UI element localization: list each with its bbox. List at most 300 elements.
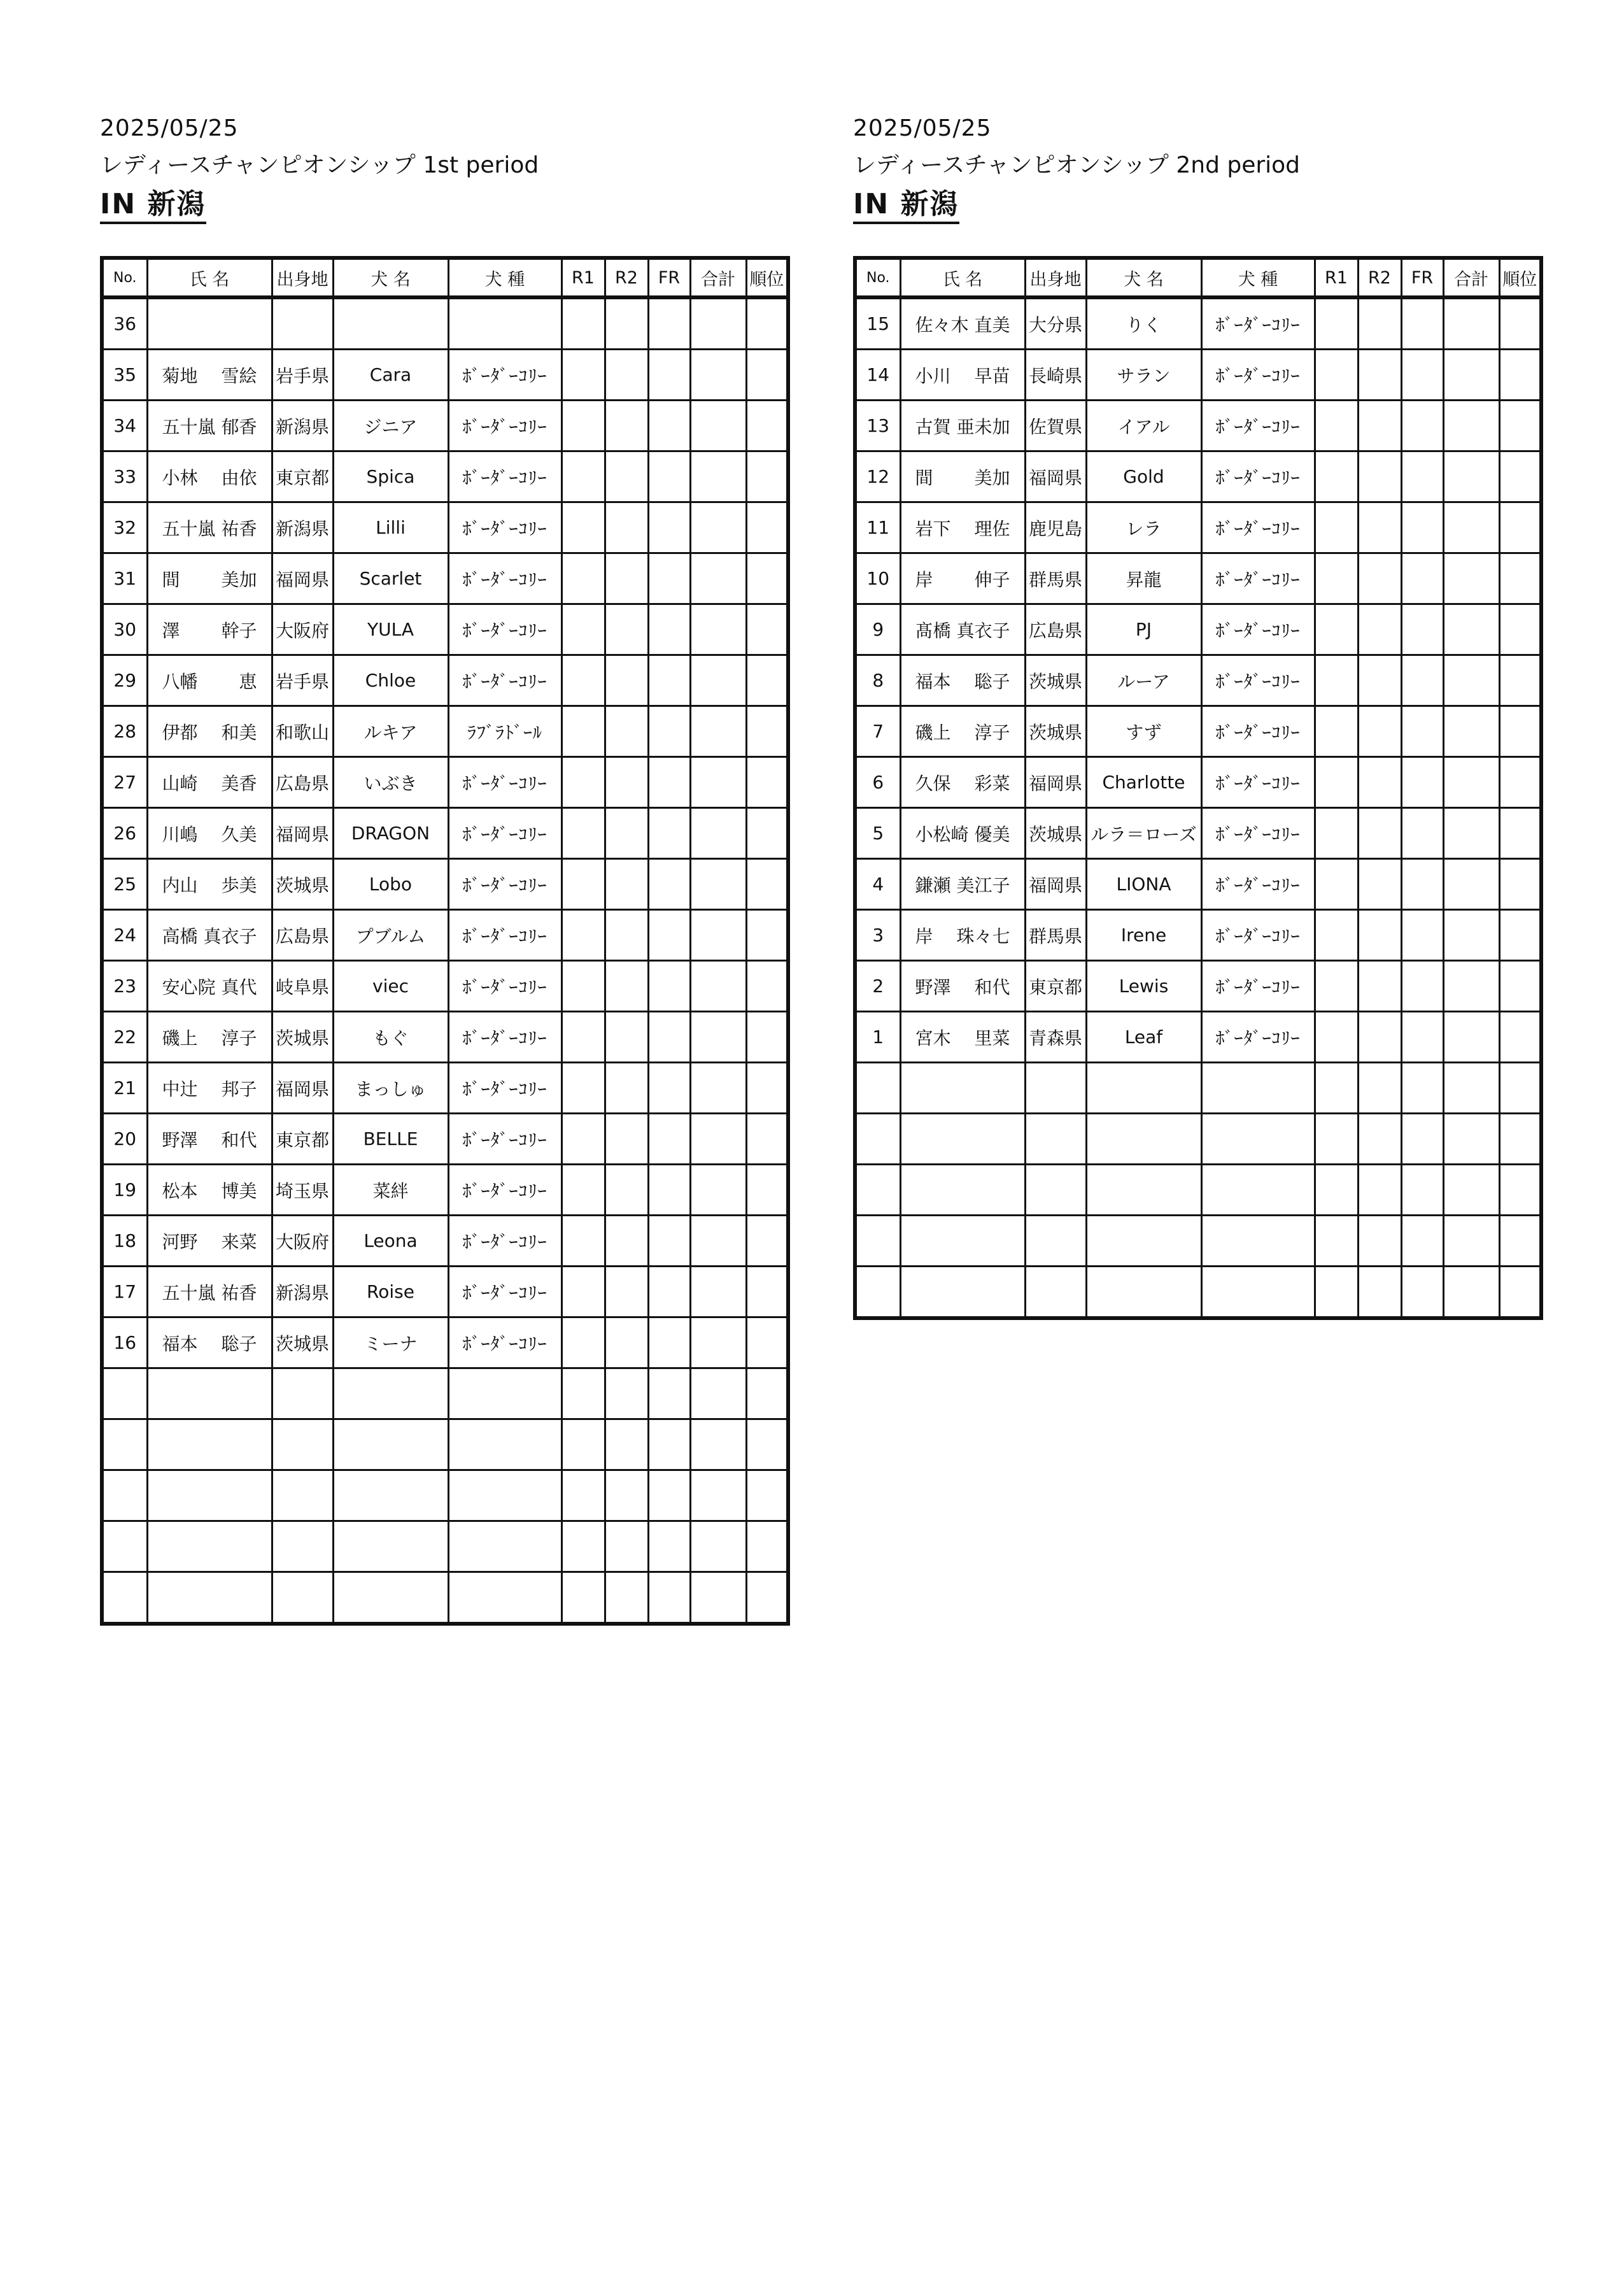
cell-rank xyxy=(746,1368,788,1419)
cell-r2 xyxy=(605,1216,648,1267)
cell-dog-name: DRAGON xyxy=(333,808,448,859)
cell-origin xyxy=(1025,1267,1086,1319)
cell-breed xyxy=(448,1572,561,1624)
cell-r2 xyxy=(605,1165,648,1216)
cell-handler-name: 岩下 理佐 xyxy=(900,502,1025,553)
cell-origin: 茨城県 xyxy=(1025,808,1086,859)
cell-dog-name: YULA xyxy=(333,604,448,655)
cell-r2 xyxy=(605,1063,648,1114)
cell-r1 xyxy=(561,1012,605,1063)
cell-breed: ﾎﾞｰﾀﾞｰｺﾘｰ xyxy=(448,1012,561,1063)
cell-fr xyxy=(648,553,690,604)
cell-dog-name: LIONA xyxy=(1086,859,1201,910)
table-row xyxy=(102,1419,788,1470)
cell-origin: 長崎県 xyxy=(1025,350,1086,401)
table-row xyxy=(102,1470,788,1521)
col-header-name: 氏 名 xyxy=(147,258,272,297)
cell-fr xyxy=(1401,961,1443,1012)
table-row xyxy=(855,604,1541,655)
cell-total xyxy=(690,1012,746,1063)
cell-handler-name xyxy=(147,1521,272,1572)
cell-r1 xyxy=(1315,451,1358,502)
cell-no: 26 xyxy=(102,808,147,859)
header-row xyxy=(855,258,1541,297)
cell-dog-name: Lobo xyxy=(333,859,448,910)
cell-no: 32 xyxy=(102,502,147,553)
table-row xyxy=(855,655,1541,706)
table-row xyxy=(855,1114,1541,1165)
cell-total xyxy=(690,553,746,604)
cell-total xyxy=(1443,655,1499,706)
cell-fr xyxy=(648,1419,690,1470)
cell-handler-name: 福本 聡子 xyxy=(900,655,1025,706)
cell-total xyxy=(690,1521,746,1572)
cell-rank xyxy=(1499,451,1541,502)
cell-handler-name: 澤 幹子 xyxy=(147,604,272,655)
cell-total xyxy=(690,859,746,910)
cell-no xyxy=(102,1470,147,1521)
cell-origin: 大分県 xyxy=(1025,297,1086,350)
cell-dog-name: viec xyxy=(333,961,448,1012)
cell-rank xyxy=(1499,604,1541,655)
cell-no: 29 xyxy=(102,655,147,706)
cell-no: 21 xyxy=(102,1063,147,1114)
cell-rank xyxy=(746,1521,788,1572)
cell-no xyxy=(855,1063,900,1114)
cell-r2 xyxy=(605,961,648,1012)
col-header-no: No. xyxy=(102,258,147,297)
cell-r1 xyxy=(1315,350,1358,401)
cell-r2 xyxy=(1358,502,1401,553)
cell-handler-name: 鎌瀬 美江子 xyxy=(900,859,1025,910)
cell-rank xyxy=(746,1572,788,1624)
cell-dog-name: Lilli xyxy=(333,502,448,553)
cell-no xyxy=(102,1521,147,1572)
cell-total xyxy=(1443,553,1499,604)
cell-r2 xyxy=(1358,1165,1401,1216)
cell-breed: ﾎﾞｰﾀﾞｰｺﾘｰ xyxy=(448,350,561,401)
cell-dog-name: Leaf xyxy=(1086,1012,1201,1063)
cell-handler-name: 五十嵐 郁香 xyxy=(147,401,272,451)
cell-handler-name xyxy=(147,1572,272,1624)
cell-fr xyxy=(1401,1267,1443,1319)
table-row xyxy=(855,808,1541,859)
cell-handler-name: 岸 伸子 xyxy=(900,553,1025,604)
cell-handler-name xyxy=(900,1165,1025,1216)
table-row xyxy=(855,451,1541,502)
cell-dog-name: Spica xyxy=(333,451,448,502)
cell-total xyxy=(1443,401,1499,451)
cell-breed: ﾎﾞｰﾀﾞｰｺﾘｰ xyxy=(448,604,561,655)
cell-rank xyxy=(1499,757,1541,808)
cell-total xyxy=(690,961,746,1012)
cell-total xyxy=(690,604,746,655)
cell-total xyxy=(690,910,746,961)
cell-total xyxy=(690,502,746,553)
cell-dog-name: BELLE xyxy=(333,1114,448,1165)
cell-breed: ﾎﾞｰﾀﾞｰｺﾘｰ xyxy=(1201,706,1315,757)
table-row xyxy=(102,553,788,604)
cell-total xyxy=(690,1165,746,1216)
cell-fr xyxy=(648,859,690,910)
cell-r1 xyxy=(561,1267,605,1317)
cell-origin: 東京都 xyxy=(272,451,333,502)
cell-fr xyxy=(1401,757,1443,808)
cell-rank xyxy=(1499,1216,1541,1267)
cell-r2 xyxy=(1358,808,1401,859)
cell-rank xyxy=(1499,808,1541,859)
cell-no xyxy=(855,1216,900,1267)
cell-breed xyxy=(1201,1165,1315,1216)
col-header-r1: R1 xyxy=(561,258,605,297)
cell-r2 xyxy=(1358,350,1401,401)
cell-handler-name: 野澤 和代 xyxy=(147,1114,272,1165)
cell-rank xyxy=(746,1012,788,1063)
cell-r1 xyxy=(1315,961,1358,1012)
cell-origin: 鹿児島 xyxy=(1025,502,1086,553)
cell-fr xyxy=(1401,350,1443,401)
cell-no: 35 xyxy=(102,350,147,401)
cell-breed xyxy=(1201,1114,1315,1165)
cell-no: 17 xyxy=(102,1267,147,1317)
cell-origin: 広島県 xyxy=(272,757,333,808)
cell-fr xyxy=(648,706,690,757)
cell-r1 xyxy=(1315,706,1358,757)
cell-dog-name xyxy=(1086,1216,1201,1267)
cell-origin: 福岡県 xyxy=(1025,451,1086,502)
cell-rank xyxy=(746,1216,788,1267)
cell-r2 xyxy=(605,297,648,350)
table-row xyxy=(855,1012,1541,1063)
table-row xyxy=(855,961,1541,1012)
cell-total xyxy=(1443,1012,1499,1063)
cell-fr xyxy=(648,1521,690,1572)
cell-no: 5 xyxy=(855,808,900,859)
table-row xyxy=(102,706,788,757)
cell-r2 xyxy=(1358,1267,1401,1319)
cell-origin xyxy=(272,1368,333,1419)
cell-breed: ﾎﾞｰﾀﾞｰｺﾘｰ xyxy=(1201,1012,1315,1063)
cell-total xyxy=(690,1267,746,1317)
cell-total xyxy=(690,350,746,401)
cell-handler-name xyxy=(900,1063,1025,1114)
cell-rank xyxy=(1499,706,1541,757)
cell-dog-name xyxy=(333,1470,448,1521)
cell-r1 xyxy=(1315,553,1358,604)
cell-breed xyxy=(448,1521,561,1572)
cell-handler-name: 岸 珠々七 xyxy=(900,910,1025,961)
cell-dog-name: 菜絆 xyxy=(333,1165,448,1216)
table-row xyxy=(102,451,788,502)
cell-no xyxy=(855,1165,900,1216)
cell-origin: 広島県 xyxy=(272,910,333,961)
cell-rank xyxy=(1499,1165,1541,1216)
header-row xyxy=(102,258,788,297)
cell-dog-name: イアル xyxy=(1086,401,1201,451)
cell-total xyxy=(1443,297,1499,350)
col-header-breed: 犬 種 xyxy=(1201,258,1315,297)
cell-origin xyxy=(1025,1165,1086,1216)
table-row xyxy=(102,1572,788,1624)
cell-fr xyxy=(648,1368,690,1419)
cell-breed: ﾎﾞｰﾀﾞｰｺﾘｰ xyxy=(448,808,561,859)
cell-fr xyxy=(648,1216,690,1267)
cell-origin: 東京都 xyxy=(1025,961,1086,1012)
cell-breed xyxy=(448,1419,561,1470)
cell-dog-name xyxy=(333,297,448,350)
cell-handler-name: 古賀 亜未加 xyxy=(900,401,1025,451)
cell-dog-name: ジニア xyxy=(333,401,448,451)
cell-no: 1 xyxy=(855,1012,900,1063)
table-row xyxy=(855,706,1541,757)
cell-total xyxy=(1443,961,1499,1012)
cell-dog-name: レラ xyxy=(1086,502,1201,553)
cell-origin xyxy=(272,1521,333,1572)
cell-breed: ﾎﾞｰﾀﾞｰｺﾘｰ xyxy=(448,1063,561,1114)
cell-no: 34 xyxy=(102,401,147,451)
cell-rank xyxy=(746,859,788,910)
cell-breed: ﾎﾞｰﾀﾞｰｺﾘｰ xyxy=(448,1267,561,1317)
cell-r2 xyxy=(1358,401,1401,451)
cell-rank xyxy=(746,553,788,604)
cell-fr xyxy=(648,910,690,961)
col-header-total: 合計 xyxy=(690,258,746,297)
cell-r1 xyxy=(1315,1165,1358,1216)
cell-r2 xyxy=(605,451,648,502)
table-row xyxy=(102,1267,788,1317)
cell-no: 16 xyxy=(102,1317,147,1368)
cell-fr xyxy=(648,1572,690,1624)
table-row xyxy=(102,961,788,1012)
cell-dog-name xyxy=(333,1419,448,1470)
cell-origin xyxy=(1025,1063,1086,1114)
cell-breed xyxy=(1201,1216,1315,1267)
cell-breed xyxy=(448,1470,561,1521)
cell-origin: 埼玉県 xyxy=(272,1165,333,1216)
cell-breed: ﾎﾞｰﾀﾞｰｺﾘｰ xyxy=(448,757,561,808)
cell-rank xyxy=(746,1165,788,1216)
cell-handler-name: 間 美加 xyxy=(147,553,272,604)
cell-origin: 福岡県 xyxy=(1025,757,1086,808)
cell-origin: 岐阜県 xyxy=(272,961,333,1012)
cell-r2 xyxy=(605,401,648,451)
cell-breed xyxy=(448,1368,561,1419)
cell-fr xyxy=(648,604,690,655)
cell-handler-name: 宮木 里菜 xyxy=(900,1012,1025,1063)
col-header-fr: FR xyxy=(648,258,690,297)
cell-r2 xyxy=(1358,706,1401,757)
cell-r2 xyxy=(605,655,648,706)
cell-no: 6 xyxy=(855,757,900,808)
col-header-fr: FR xyxy=(1401,258,1443,297)
cell-fr xyxy=(648,757,690,808)
cell-r1 xyxy=(561,1063,605,1114)
table-row xyxy=(102,910,788,961)
table-row xyxy=(102,757,788,808)
cell-breed: ﾎﾞｰﾀﾞｰｺﾘｰ xyxy=(448,1216,561,1267)
cell-no: 33 xyxy=(102,451,147,502)
cell-handler-name: 安心院 真代 xyxy=(147,961,272,1012)
cell-total xyxy=(690,297,746,350)
cell-total xyxy=(690,1470,746,1521)
cell-r2 xyxy=(605,1521,648,1572)
cell-dog-name xyxy=(333,1521,448,1572)
sheet-1st-period xyxy=(100,115,790,1354)
cell-r1 xyxy=(1315,808,1358,859)
cell-r2 xyxy=(605,1267,648,1317)
cell-origin: 岩手県 xyxy=(272,655,333,706)
entry-table xyxy=(100,256,790,1626)
cell-dog-name xyxy=(1086,1114,1201,1165)
cell-breed: ﾎﾞｰﾀﾞｰｺﾘｰ xyxy=(448,1165,561,1216)
cell-handler-name: 五十嵐 祐香 xyxy=(147,502,272,553)
cell-fr xyxy=(648,350,690,401)
cell-r2 xyxy=(605,1012,648,1063)
cell-fr xyxy=(648,1317,690,1368)
cell-dog-name: Roise xyxy=(333,1267,448,1317)
cell-handler-name: 野澤 和代 xyxy=(900,961,1025,1012)
col-header-total: 合計 xyxy=(1443,258,1499,297)
cell-breed: ﾎﾞｰﾀﾞｰｺﾘｰ xyxy=(448,553,561,604)
cell-handler-name: 磯上 淳子 xyxy=(900,706,1025,757)
cell-fr xyxy=(648,502,690,553)
cell-breed: ﾎﾞｰﾀﾞｰｺﾘｰ xyxy=(448,1114,561,1165)
table-row xyxy=(102,401,788,451)
table-row xyxy=(855,1063,1541,1114)
table-row xyxy=(855,1216,1541,1267)
cell-origin xyxy=(1025,1216,1086,1267)
cell-dog-name: Chloe xyxy=(333,655,448,706)
cell-rank xyxy=(1499,1063,1541,1114)
cell-r2 xyxy=(1358,1012,1401,1063)
cell-fr xyxy=(1401,910,1443,961)
col-header-r2: R2 xyxy=(605,258,648,297)
cell-fr xyxy=(1401,401,1443,451)
table-row xyxy=(855,502,1541,553)
cell-handler-name: 小松崎 優美 xyxy=(900,808,1025,859)
cell-handler-name: 川嶋 久美 xyxy=(147,808,272,859)
cell-r1 xyxy=(561,757,605,808)
cell-no: 12 xyxy=(855,451,900,502)
cell-r1 xyxy=(561,604,605,655)
table-row xyxy=(102,350,788,401)
cell-r1 xyxy=(561,808,605,859)
cell-r1 xyxy=(1315,1012,1358,1063)
cell-total xyxy=(690,1572,746,1624)
cell-no: 36 xyxy=(102,297,147,350)
cell-breed: ﾎﾞｰﾀﾞｰｺﾘｰ xyxy=(1201,961,1315,1012)
cell-r1 xyxy=(561,1114,605,1165)
cell-fr xyxy=(1401,604,1443,655)
cell-breed: ﾎﾞｰﾀﾞｰｺﾘｰ xyxy=(1201,910,1315,961)
cell-r1 xyxy=(561,910,605,961)
cell-r2 xyxy=(605,706,648,757)
cell-dog-name: Scarlet xyxy=(333,553,448,604)
cell-fr xyxy=(648,1114,690,1165)
cell-dog-name xyxy=(1086,1063,1201,1114)
cell-r2 xyxy=(1358,961,1401,1012)
cell-total xyxy=(690,757,746,808)
cell-rank xyxy=(1499,502,1541,553)
cell-origin: 大阪府 xyxy=(272,604,333,655)
cell-r1 xyxy=(1315,757,1358,808)
cell-total xyxy=(1443,350,1499,401)
cell-r2 xyxy=(605,350,648,401)
cell-handler-name: 河野 来菜 xyxy=(147,1216,272,1267)
cell-rank xyxy=(746,1419,788,1470)
cell-r2 xyxy=(605,808,648,859)
sheet-date: 2025/05/25 xyxy=(853,115,992,141)
cell-dog-name: サラン xyxy=(1086,350,1201,401)
cell-r2 xyxy=(1358,910,1401,961)
cell-r2 xyxy=(605,1317,648,1368)
cell-r2 xyxy=(1358,1114,1401,1165)
cell-r2 xyxy=(1358,451,1401,502)
cell-fr xyxy=(648,961,690,1012)
table-row xyxy=(855,1165,1541,1216)
cell-no: 15 xyxy=(855,297,900,350)
cell-no xyxy=(855,1114,900,1165)
cell-r1 xyxy=(1315,297,1358,350)
cell-origin: 新潟県 xyxy=(272,502,333,553)
cell-fr xyxy=(648,808,690,859)
cell-total xyxy=(690,655,746,706)
cell-fr xyxy=(1401,553,1443,604)
cell-r2 xyxy=(605,1470,648,1521)
cell-handler-name xyxy=(147,1470,272,1521)
cell-r2 xyxy=(605,1114,648,1165)
col-header-breed: 犬 種 xyxy=(448,258,561,297)
cell-rank xyxy=(746,961,788,1012)
cell-rank xyxy=(746,1267,788,1317)
cell-dog-name xyxy=(1086,1165,1201,1216)
cell-breed xyxy=(1201,1267,1315,1319)
cell-handler-name: 福本 聡子 xyxy=(147,1317,272,1368)
table-row xyxy=(102,808,788,859)
cell-fr xyxy=(1401,706,1443,757)
cell-origin xyxy=(272,297,333,350)
cell-fr xyxy=(648,1267,690,1317)
cell-rank xyxy=(746,1114,788,1165)
cell-rank xyxy=(746,451,788,502)
cell-total xyxy=(690,706,746,757)
cell-r2 xyxy=(1358,297,1401,350)
cell-rank xyxy=(746,808,788,859)
cell-rank xyxy=(1499,1114,1541,1165)
col-header-r2: R2 xyxy=(1358,258,1401,297)
cell-rank xyxy=(1499,655,1541,706)
cell-dog-name: Cara xyxy=(333,350,448,401)
cell-origin: 福岡県 xyxy=(272,808,333,859)
cell-r2 xyxy=(1358,655,1401,706)
cell-origin: 東京都 xyxy=(272,1114,333,1165)
cell-total xyxy=(1443,1114,1499,1165)
cell-r1 xyxy=(1315,1216,1358,1267)
sheet-title: レディースチャンピオンシップ 1st period xyxy=(100,152,539,178)
cell-rank xyxy=(1499,350,1541,401)
cell-breed: ﾎﾞｰﾀﾞｰｺﾘｰ xyxy=(448,910,561,961)
table-row xyxy=(102,1317,788,1368)
table-row xyxy=(102,1063,788,1114)
cell-handler-name: 磯上 淳子 xyxy=(147,1012,272,1063)
cell-rank xyxy=(746,706,788,757)
cell-breed: ﾎﾞｰﾀﾞｰｺﾘｰ xyxy=(1201,451,1315,502)
cell-no: 24 xyxy=(102,910,147,961)
cell-r1 xyxy=(1315,604,1358,655)
cell-no: 14 xyxy=(855,350,900,401)
cell-no: 25 xyxy=(102,859,147,910)
cell-dog-name xyxy=(333,1572,448,1624)
